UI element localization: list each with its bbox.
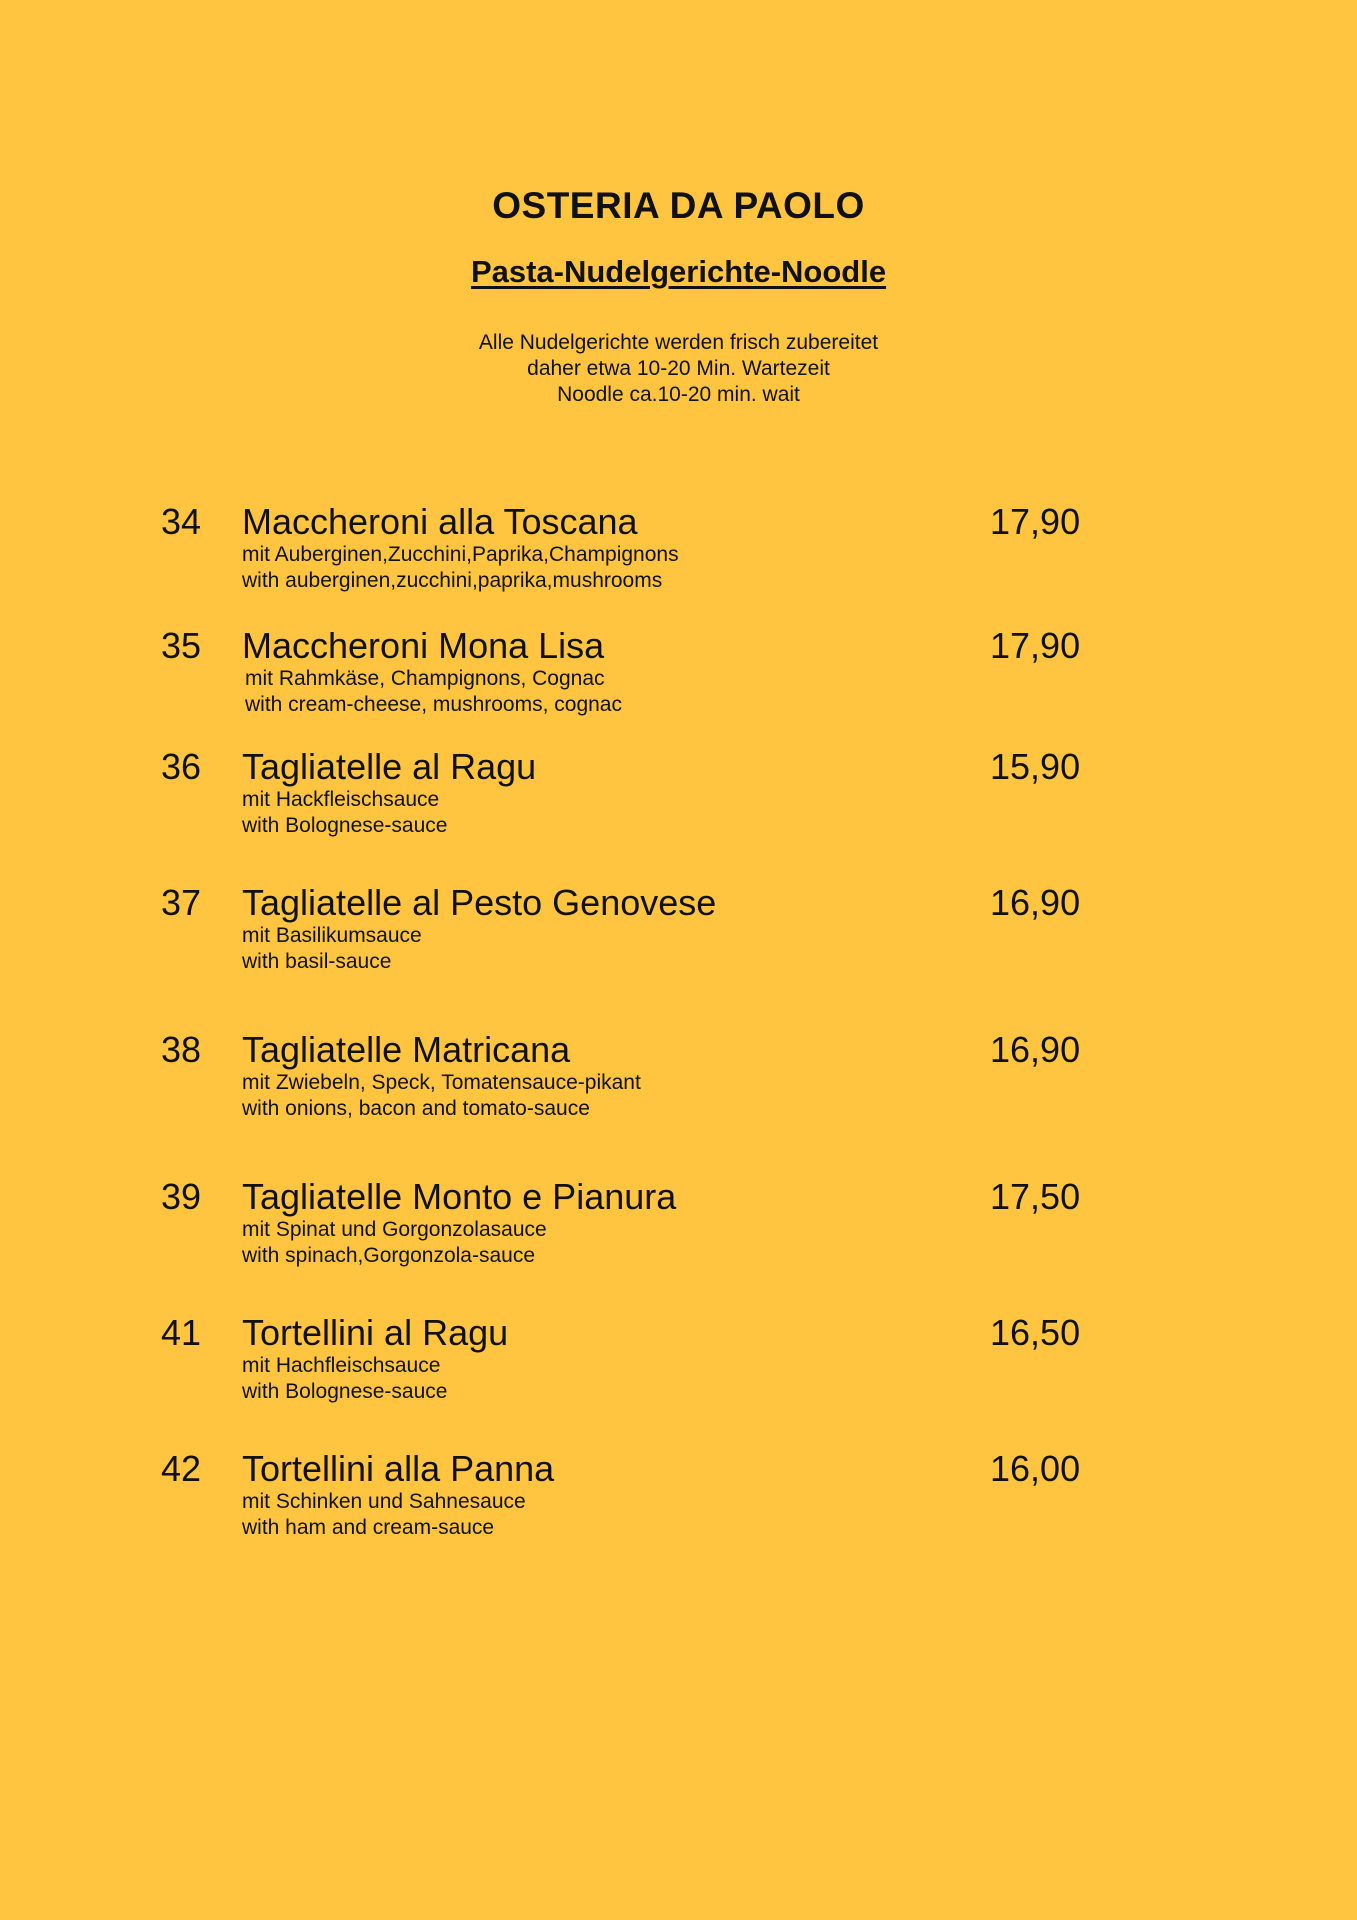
menu-item — [0, 1175, 1357, 1275]
item-number: 38 — [161, 1029, 202, 1070]
item-name: Tagliatelle Monto e Pianura — [242, 1176, 677, 1217]
notice-line: Noodle ca.10-20 min. wait — [557, 383, 800, 406]
menu-item — [0, 1028, 1357, 1128]
item-name: Tortellini alla Panna — [242, 1448, 555, 1489]
item-number: 41 — [161, 1312, 202, 1353]
notice-line: Alle Nudelgerichte werden frisch zubereitet — [478, 331, 879, 354]
item-description-en: with auberginen,zucchini,paprika,mushrooms — [242, 569, 663, 592]
item-name: Tagliatelle Matricana — [242, 1029, 571, 1070]
item-price: 15,90 — [990, 746, 1081, 787]
item-description-en: with cream-cheese, mushrooms, cognac — [245, 693, 622, 716]
item-price: 16,50 — [990, 1312, 1081, 1353]
item-description-de: mit Auberginen,Zucchini,Paprika,Champignons — [242, 543, 679, 566]
menu-item — [0, 624, 1357, 724]
item-description-de: mit Rahmkäse, Champignons, Cognac — [245, 667, 605, 690]
item-number: 36 — [161, 746, 202, 787]
menu-item — [0, 1311, 1357, 1411]
item-name: Tagliatelle al Ragu — [242, 746, 537, 787]
item-description — [242, 923, 422, 975]
item-description — [242, 1353, 447, 1405]
item-description — [242, 787, 447, 839]
item-description-de: mit Basilikumsauce — [242, 924, 422, 947]
item-number: 34 — [161, 501, 202, 542]
item-number: 42 — [161, 1448, 202, 1489]
item-description-en: with Bolognese-sauce — [242, 814, 448, 837]
menu-item — [0, 1447, 1357, 1547]
item-price: 16,00 — [990, 1448, 1081, 1489]
menu-item — [0, 500, 1357, 600]
item-number: 37 — [161, 882, 202, 923]
item-description-en: with ham and cream-sauce — [242, 1516, 495, 1539]
item-number: 35 — [161, 625, 202, 666]
item-description-de: mit Zwiebeln, Speck, Tomatensauce-pikant — [242, 1071, 641, 1094]
item-price: 16,90 — [990, 882, 1081, 923]
item-description-de: mit Spinat und Gorgonzolasauce — [242, 1218, 547, 1241]
item-price: 16,90 — [990, 1029, 1081, 1070]
notice-line: daher etwa 10-20 Min. Wartezeit — [527, 357, 830, 380]
item-description-de: mit Hackfleischsauce — [242, 788, 440, 811]
item-description-en: with spinach,Gorgonzola-sauce — [242, 1244, 535, 1267]
section-title: Pasta-Nudelgerichte-Noodle — [470, 254, 887, 289]
item-name: Tagliatelle al Pesto Genovese — [242, 882, 717, 923]
item-description-de: mit Hachfleischsauce — [242, 1354, 441, 1377]
item-number: 39 — [161, 1176, 202, 1217]
item-description — [242, 542, 679, 594]
item-description-en: with basil-sauce — [242, 950, 392, 973]
item-description — [242, 1217, 547, 1269]
preparation-notice — [0, 330, 1357, 408]
item-description — [242, 1489, 526, 1541]
item-description-en: with Bolognese-sauce — [242, 1380, 448, 1403]
item-description — [242, 1070, 641, 1122]
menu-item — [0, 881, 1357, 981]
item-price: 17,90 — [990, 501, 1081, 542]
item-name: Maccheroni Mona Lisa — [242, 625, 605, 666]
item-description-en: with onions, bacon and tomato-sauce — [242, 1097, 590, 1120]
item-description-de: mit Schinken und Sahnesauce — [242, 1490, 526, 1513]
item-name: Tortellini al Ragu — [242, 1312, 509, 1353]
menu-item — [0, 745, 1357, 845]
item-price: 17,90 — [990, 625, 1081, 666]
item-name: Maccheroni alla Toscana — [242, 501, 638, 542]
item-description — [245, 666, 622, 718]
restaurant-name: OSTERIA DA PAOLO — [492, 185, 865, 226]
item-price: 17,50 — [990, 1176, 1081, 1217]
